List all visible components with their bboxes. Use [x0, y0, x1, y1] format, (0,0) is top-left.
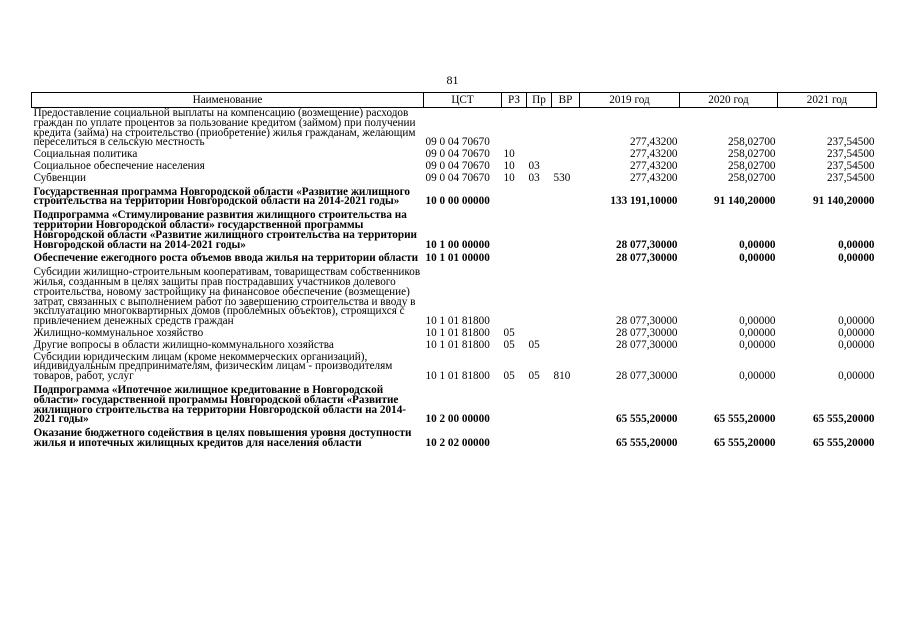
cell-2020: 258,02700	[727, 159, 776, 172]
cell-name: Субсидии жилищно-строительным кооперативам, товариществам собственников жилья, созданным в целях защиты прав пострадавших участников долевого строительства, новому застройщику на финансовое обеспечение (возмещение) затрат, связанных с выполнением работ по завершению строительства и вводу в эксплуатацию многоквартирных домов (проблемных объектов), строящихся с привлечением денежных средств граждан	[33, 266, 421, 328]
cell-pr: 03	[528, 171, 540, 184]
cell-name: Жилищно-коммунальное хозяйство	[33, 326, 204, 339]
cell-pr	[527, 251, 552, 265]
header-2020: 2020 год	[680, 93, 778, 108]
cell-2021: 0,00000	[838, 326, 875, 339]
cell-pr	[527, 208, 552, 251]
header-2021: 2021 год	[778, 93, 877, 108]
cell-2020: 65 555,20000	[713, 413, 776, 426]
cell-vr	[552, 340, 580, 352]
header-row	[32, 93, 877, 108]
cell-name: Государственная программа Новгородской области «Развитие жилищного строительства на территории Новгородской области на 2014-2021 годы»	[33, 185, 410, 208]
cell-2021: 237,54500	[826, 171, 875, 184]
cell-rz: 10	[503, 171, 515, 184]
cell-cst: 09 0 04 70670	[425, 171, 490, 184]
header-name: Наименование	[32, 93, 424, 108]
cell-2019: 28 077,30000	[615, 315, 678, 328]
table-row	[32, 173, 877, 185]
cell-pr: 05	[528, 370, 540, 383]
cell-vr	[552, 185, 580, 209]
cell-rz: 05	[503, 338, 515, 351]
cell-vr	[552, 208, 580, 251]
cell-pr	[527, 185, 552, 209]
cell-cst: 10 0 00 00000	[425, 195, 490, 208]
cell-name: Подпрограмма «Ипотечное жилищное кредитование в Новгородской области» государственной программы Новгородской области «Развитие жилищного строительства на территории Новгородской области на 2014-2021 годы»	[33, 383, 407, 426]
cell-vr	[552, 161, 580, 173]
cell-2019: 277,43200	[629, 148, 678, 161]
cell-2019: 277,43200	[629, 171, 678, 184]
cell-vr: 810	[553, 370, 571, 383]
cell-rz	[502, 426, 527, 450]
cell-cst: 09 0 04 70670	[425, 148, 490, 161]
header-vr: ВР	[552, 93, 580, 108]
cell-2021: 237,54500	[826, 136, 875, 149]
cell-rz	[502, 108, 527, 150]
cell-pr: 05	[528, 338, 540, 351]
cell-pr	[527, 265, 552, 328]
cell-rz	[502, 383, 527, 426]
cell-cst: 10 1 01 81800	[425, 315, 490, 328]
cell-rz: 10	[503, 159, 515, 172]
cell-name: Субвенции	[33, 171, 86, 184]
cell-rz	[502, 208, 527, 251]
cell-name: Субсидии юридическим лицам (кроме некоммерческих организаций), индивидуальным предпринимателям, физическим лицам - производителям товаров, работ, услуг	[33, 350, 393, 383]
cell-pr	[527, 328, 552, 340]
cell-name: Социальное обеспечение населения	[33, 159, 205, 172]
cell-2020: 0,00000	[739, 238, 776, 251]
cell-2021: 0,00000	[838, 370, 875, 383]
cell-rz	[502, 251, 527, 265]
header-pr: Пр	[527, 93, 552, 108]
table-row	[32, 265, 877, 328]
cell-cst: 10 1 01 81800	[425, 338, 490, 351]
cell-2019: 133 191,10000	[610, 195, 678, 208]
table-row	[32, 208, 877, 251]
cell-pr	[527, 426, 552, 450]
cell-vr	[552, 149, 580, 161]
table-row	[32, 185, 877, 209]
table-row	[32, 383, 877, 426]
cell-pr	[527, 383, 552, 426]
cell-2021: 0,00000	[838, 338, 875, 351]
cell-2020: 258,02700	[727, 136, 776, 149]
cell-vr	[552, 426, 580, 450]
cell-2021: 65 555,20000	[812, 413, 875, 426]
cell-cst: 10 2 00 00000	[425, 413, 490, 426]
cell-vr	[552, 108, 580, 150]
cell-cst: 10 1 01 00000	[425, 252, 490, 265]
cell-vr	[552, 328, 580, 340]
table-row	[32, 328, 877, 340]
cell-2019: 28 077,30000	[615, 252, 678, 265]
cell-name: Другие вопросы в области жилищно-коммунального хозяйства	[33, 338, 334, 351]
cell-2020: 91 140,20000	[713, 195, 776, 208]
cell-2019: 28 077,30000	[615, 338, 678, 351]
cell-2019: 28 077,30000	[615, 326, 678, 339]
cell-cst: 10 2 02 00000	[425, 436, 490, 449]
budget-table	[31, 92, 877, 450]
cell-2021: 65 555,20000	[812, 436, 875, 449]
cell-rz: 05	[503, 370, 515, 383]
cell-name: Оказание бюджетного содействия в целях повышения уровня доступности жилья и ипотечных жилищных кредитов для населения области	[33, 427, 412, 449]
header-2019: 2019 год	[580, 93, 680, 108]
cell-name: Обеспечение ежегодного роста объемов ввода жилья на территории области	[33, 252, 419, 265]
page-number: 81	[446, 73, 459, 87]
cell-cst: 10 1 01 81800	[425, 326, 490, 339]
cell-2020: 0,00000	[739, 252, 776, 265]
cell-vr	[552, 383, 580, 426]
cell-2021: 237,54500	[826, 159, 875, 172]
cell-name: Подпрограмма «Стимулирование развития жилищного строительства на территории Новгородской области» государственной программы Новгородской области «Развитие жилищного строительства на территории Новгородской области на 2014-2021 годы»	[33, 209, 418, 251]
cell-2021: 0,00000	[838, 315, 875, 328]
cell-cst: 10 1 01 81800	[425, 370, 490, 383]
cell-2021: 0,00000	[838, 238, 875, 251]
cell-2021: 0,00000	[838, 252, 875, 265]
cell-pr	[527, 108, 552, 150]
cell-2019: 277,43200	[629, 136, 678, 149]
table-row	[32, 340, 877, 352]
cell-2020: 0,00000	[739, 338, 776, 351]
cell-rz	[502, 185, 527, 209]
cell-vr	[552, 251, 580, 265]
cell-2021: 237,54500	[826, 148, 875, 161]
cell-2020: 0,00000	[739, 326, 776, 339]
cell-2019: 28 077,30000	[615, 370, 678, 383]
table-row	[32, 426, 877, 450]
cell-rz	[502, 265, 527, 328]
cell-2020: 258,02700	[727, 148, 776, 161]
cell-name: Предоставление социальной выплаты на компенсацию (возмещение) расходов граждан по уплате процентов за пользование кредитом (займом) при получении кредита (займа) на строительство (приобретение) жилья гражданам, желающим переселиться в сельскую местность	[33, 107, 416, 149]
cell-2019: 65 555,20000	[615, 436, 678, 449]
cell-2020: 65 555,20000	[713, 436, 776, 449]
table-row	[32, 352, 877, 383]
cell-2020: 0,00000	[739, 315, 776, 328]
cell-2020: 0,00000	[739, 370, 776, 383]
cell-cst: 09 0 04 70670	[425, 159, 490, 172]
table-row	[32, 251, 877, 265]
cell-pr: 03	[528, 159, 540, 172]
cell-rz: 05	[503, 326, 515, 339]
cell-2021: 91 140,20000	[812, 195, 875, 208]
cell-2019: 28 077,30000	[615, 238, 678, 251]
cell-rz: 10	[503, 148, 515, 161]
cell-name: Социальная политика	[33, 148, 138, 161]
table-row	[32, 161, 877, 173]
cell-2019: 65 555,20000	[615, 413, 678, 426]
header-rz: РЗ	[502, 93, 527, 108]
table-row	[32, 108, 877, 150]
cell-2020: 258,02700	[727, 171, 776, 184]
cell-cst: 10 1 00 00000	[425, 238, 490, 251]
cell-cst: 09 0 04 70670	[425, 136, 490, 149]
header-cst: ЦСТ	[424, 93, 502, 108]
cell-2019: 277,43200	[629, 159, 678, 172]
cell-vr: 530	[553, 171, 571, 184]
cell-vr	[552, 265, 580, 328]
